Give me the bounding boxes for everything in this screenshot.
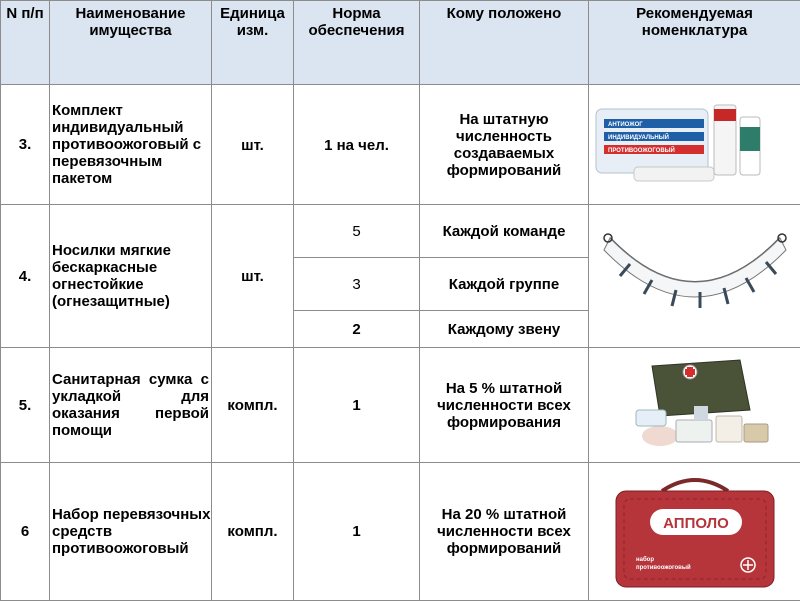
product-image-stretcher — [589, 205, 800, 348]
header-recommended: Рекомендуемая номенклатура — [589, 1, 800, 85]
row-number: 5. — [1, 348, 50, 463]
header-name: Наименование имущества — [50, 1, 212, 85]
product-image-medical-bag — [589, 348, 800, 463]
brand-label: АППОЛО — [663, 515, 729, 532]
table-row — [1, 348, 800, 463]
burn-kit-image — [590, 95, 800, 195]
header-norm: Норма обеспечения — [294, 1, 420, 85]
item-name — [50, 205, 212, 348]
item-norm: 3 — [294, 258, 420, 311]
kit-label-3: ПРОТИВООЖОГОВЫЙ — [608, 146, 675, 154]
item-whom: Каждому звену — [420, 311, 589, 348]
item-whom: На 5 % штатной численности всех формирования — [420, 348, 589, 463]
item-unit: компл. — [212, 463, 294, 601]
item-name: Санитарная сумка с укладкой для оказания первой помощи — [50, 348, 212, 463]
dressing-set-image — [590, 467, 800, 597]
header-whom: Кому положено — [420, 1, 589, 85]
item-norm: 1 — [294, 463, 420, 601]
header-num: N п/п — [1, 1, 50, 85]
item-unit: шт. — [212, 85, 294, 205]
kit-label-1: АНТИОЖОГ — [608, 122, 643, 128]
medical-bag-image — [590, 350, 800, 460]
item-name: Комплект индивидуальный противоожоговый с перевязочным пакетом — [50, 85, 212, 205]
set-label-1: набор — [636, 556, 654, 563]
item-whom: Каждой группе — [420, 258, 589, 311]
item-name: Набор перевязочных средств противоожоговый — [50, 463, 212, 601]
item-norm: 1 — [294, 348, 420, 463]
product-image-dressing-set — [589, 463, 800, 601]
table-row — [1, 85, 800, 205]
row-number: 3. — [1, 85, 50, 205]
item-whom: На штатную численность создаваемых формирований — [420, 85, 589, 205]
item-norm: 2 — [294, 311, 420, 348]
item-unit: компл. — [212, 348, 294, 463]
product-image-burn-kit — [589, 85, 800, 205]
table-row — [1, 205, 800, 258]
table-row — [1, 463, 800, 601]
item-norm: 1 на чел. — [294, 85, 420, 205]
row-number: 6 — [1, 463, 50, 601]
set-label-2: противоожоговый — [636, 564, 691, 571]
item-whom: На 20 % штатной численности всех формирований — [420, 463, 589, 601]
header-row — [1, 1, 800, 85]
item-whom: Каждой команде — [420, 205, 589, 258]
row-number: 4. — [1, 205, 50, 348]
header-unit: Единица изм. — [212, 1, 294, 85]
kit-label-2: ИНДИВИДУАЛЬНЫЙ — [608, 133, 669, 141]
stretcher-image — [590, 216, 800, 336]
item-norm: 5 — [294, 205, 420, 258]
item-name-text: Носилки мягкие бескаркасные огнестойкие (огнезащитные) — [52, 242, 171, 310]
item-unit: шт. — [212, 205, 294, 348]
